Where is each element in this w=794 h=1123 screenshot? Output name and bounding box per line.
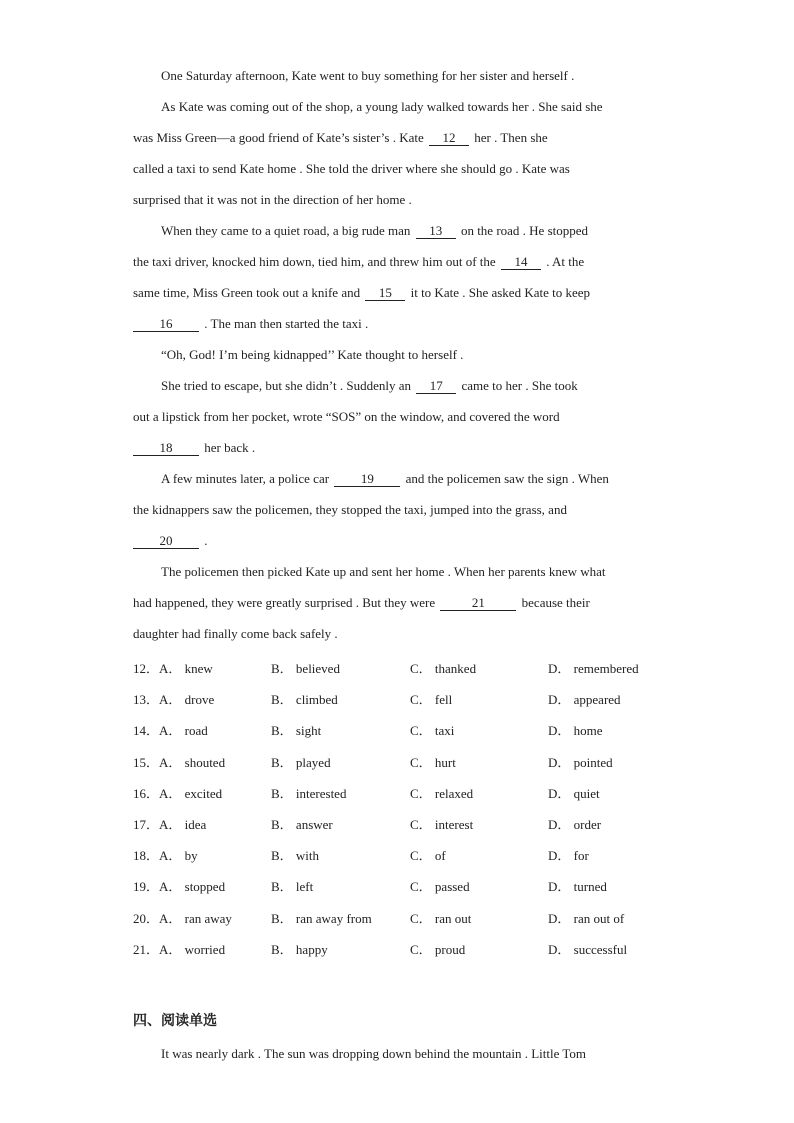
text-segment: . — [204, 533, 208, 548]
option-a[interactable]: 15．A． shouted — [133, 754, 226, 770]
blank-18: 18 — [133, 440, 199, 456]
option-d[interactable]: D． order — [548, 816, 602, 832]
passage-line: the kidnappers saw the policemen, they stopped the taxi, jumped into the grass, and — [133, 502, 567, 517]
passage-line: daughter had finally come back safely . — [133, 626, 338, 641]
option-b[interactable]: B． answer — [271, 816, 333, 832]
passage-line — [133, 463, 663, 494]
option-d[interactable]: D． successful — [548, 941, 628, 957]
option-a[interactable]: 12．A． knew — [133, 661, 213, 676]
passage-line: “Oh, God! I’m being kidnapped’’ Kate thought to herself . — [161, 347, 464, 362]
option-b[interactable]: B． ran away from — [271, 910, 372, 926]
passage-line: One Saturday afternoon, Kate went to buy something for her sister and herself . — [161, 68, 575, 83]
passage-line: The policemen then picked Kate up and sent her home . When her parents knew what — [161, 564, 606, 579]
option-a[interactable]: 21．A． worried — [133, 941, 226, 957]
option-d[interactable]: D． ran out of — [548, 910, 625, 926]
reading-first-line: It was nearly dark . The sun was dropping down behind the mountain . Little Tom — [161, 1046, 587, 1061]
option-a[interactable]: 20．A． ran away — [133, 910, 232, 926]
cloze-passage — [133, 60, 663, 649]
option-c[interactable]: C． passed — [410, 879, 470, 895]
blank-12: 12 — [429, 130, 469, 146]
option-b[interactable]: B． sight — [271, 723, 322, 739]
option-b[interactable]: B． believed — [271, 661, 340, 676]
passage-line: out a lipstick from her pocket, wrote “SOS” on the window, and covered the word — [133, 409, 560, 424]
option-a[interactable]: 19．A． stopped — [133, 879, 226, 895]
text-segment: was Miss Green—a good friend of Kate’s sister’s . Kate — [133, 130, 424, 145]
text-segment: on the road . He stopped — [460, 223, 589, 238]
passage-line — [133, 432, 663, 463]
blank-13: 13 — [416, 223, 456, 239]
option-c[interactable]: C． interest — [410, 816, 474, 832]
option-c[interactable]: C． hurt — [410, 754, 456, 770]
text-segment: because their — [521, 595, 590, 610]
answer-options — [133, 653, 693, 965]
blank-16: 16 — [133, 316, 199, 332]
passage-line — [133, 215, 663, 246]
text-segment: . The man then started the taxi . — [204, 316, 369, 331]
passage-line — [133, 525, 663, 556]
option-b[interactable]: B． left — [271, 879, 314, 895]
text-segment: had happened, they were greatly surprised . But they were — [133, 595, 436, 610]
option-d[interactable]: D． appeared — [548, 692, 621, 708]
section-heading: 四、阅读单选 — [133, 1013, 217, 1029]
text-segment: same time, Miss Green took out a knife and — [133, 285, 361, 300]
passage-line — [133, 587, 663, 618]
text-segment: her . Then she — [474, 130, 548, 145]
passage-line — [133, 246, 663, 277]
text-segment: She tried to escape, but she didn’t . Suddenly an — [161, 378, 411, 393]
blank-15: 15 — [365, 285, 405, 301]
question-row — [133, 934, 693, 965]
option-c[interactable]: C． of — [410, 848, 446, 864]
question-row — [133, 778, 693, 809]
question-row — [133, 840, 693, 871]
question-row — [133, 809, 693, 840]
option-d[interactable]: D． for — [548, 848, 589, 864]
text-segment: . At the — [546, 254, 585, 269]
question-row — [133, 653, 693, 684]
option-b[interactable]: B． with — [271, 848, 320, 864]
passage-line: surprised that it was not in the direction of her home . — [133, 192, 412, 207]
option-d[interactable]: D． turned — [548, 879, 607, 895]
blank-21: 21 — [440, 595, 516, 611]
question-row — [133, 715, 693, 746]
question-row — [133, 684, 693, 715]
option-b[interactable]: B． happy — [271, 941, 328, 957]
blank-17: 17 — [416, 378, 456, 394]
passage-line — [133, 122, 663, 153]
option-b[interactable]: B． played — [271, 754, 331, 770]
option-b[interactable]: B． climbed — [271, 692, 338, 708]
option-a[interactable]: 14．A． road — [133, 723, 208, 739]
option-c[interactable]: C． relaxed — [410, 785, 474, 801]
blank-20: 20 — [133, 533, 199, 549]
text-segment: it to Kate . She asked Kate to keep — [410, 285, 591, 300]
option-c[interactable]: C． thanked — [410, 661, 477, 676]
question-row — [133, 903, 693, 934]
option-c[interactable]: C． taxi — [410, 723, 455, 739]
blank-19: 19 — [334, 471, 400, 487]
option-c[interactable]: C． proud — [410, 941, 466, 957]
option-a[interactable]: 18．A． by — [133, 848, 198, 864]
option-c[interactable]: C． ran out — [410, 910, 472, 926]
text-segment: A few minutes later, a police car — [161, 471, 330, 486]
option-d[interactable]: D． home — [548, 723, 603, 739]
option-a[interactable]: 16．A． excited — [133, 785, 223, 801]
passage-line: As Kate was coming out of the shop, a young lady walked towards her . She said she — [161, 99, 603, 114]
option-d[interactable]: D． remembered — [548, 661, 639, 676]
passage-line: called a taxi to send Kate home . She told the driver where she should go . Kate was — [133, 161, 570, 176]
option-d[interactable]: D． quiet — [548, 785, 600, 801]
option-c[interactable]: C． fell — [410, 692, 453, 708]
question-row — [133, 871, 693, 902]
blank-14: 14 — [501, 254, 541, 270]
option-a[interactable]: 17．A． idea — [133, 816, 207, 832]
question-row — [133, 747, 693, 778]
option-d[interactable]: D． pointed — [548, 754, 613, 770]
text-segment: her back . — [204, 440, 256, 455]
text-segment: the taxi driver, knocked him down, tied him, and threw him out of the — [133, 254, 496, 269]
text-segment: came to her . She took — [461, 378, 578, 393]
option-a[interactable]: 13．A． drove — [133, 692, 215, 708]
passage-line — [133, 370, 663, 401]
passage-line — [133, 308, 663, 339]
text-segment: and the policemen saw the sign . When — [405, 471, 609, 486]
passage-line — [133, 277, 663, 308]
text-segment: When they came to a quiet road, a big rude man — [161, 223, 411, 238]
option-b[interactable]: B． interested — [271, 785, 347, 801]
